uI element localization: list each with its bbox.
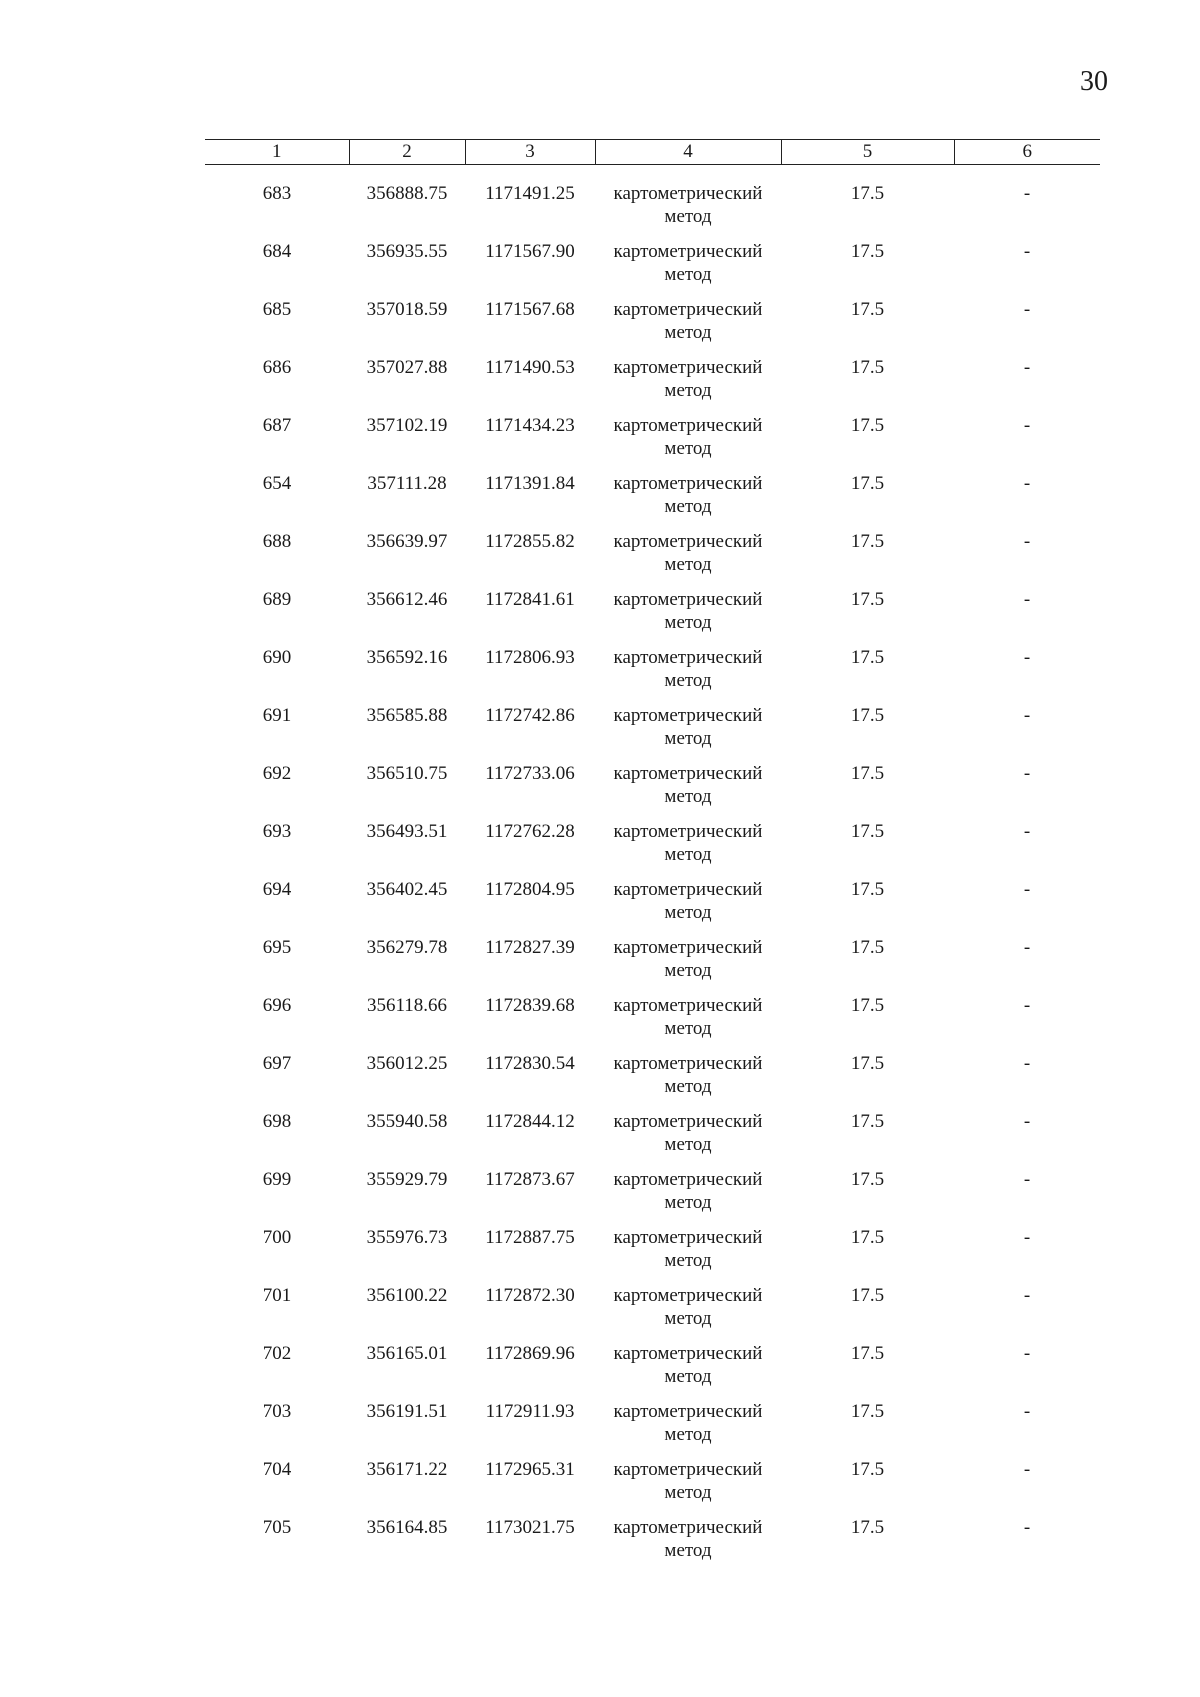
method-line-2: метод [664,1423,712,1445]
point-number-cell: 685 [262,298,292,320]
y-coordinate-cell: 1172742.86 [485,704,575,726]
x-coordinate-cell: 357018.59 [366,298,448,320]
method-line-1: картометрический [613,1168,763,1190]
table-body [205,165,1100,1574]
note-cell: - [1023,820,1031,842]
method-cell [595,646,781,704]
note-cell: - [1023,704,1031,726]
point-number-cell: 654 [262,472,292,494]
x-coordinate-cell: 356510.75 [366,762,448,784]
note-cell: - [1023,183,1031,204]
method-cell [595,1110,781,1168]
note-cell: - [1023,1110,1031,1132]
point-number-cell: 693 [262,820,292,842]
note-cell: - [1023,1226,1031,1248]
x-coordinate-cell: 357102.19 [366,414,448,436]
column-header-5: 5 [781,140,954,165]
method-line-2: метод [664,1481,712,1503]
method-line-1: картометрический [613,1400,763,1422]
accuracy-cell: 17.5 [850,1458,885,1480]
point-number-cell: 698 [262,1110,292,1132]
accuracy-cell: 17.5 [850,994,885,1016]
table-row [205,994,1100,1052]
table-row [205,704,1100,762]
table-row [205,936,1100,994]
column-header-3: 3 [465,140,595,165]
accuracy-cell: 17.5 [850,356,885,378]
note-cell: - [1023,240,1031,262]
table-row [205,356,1100,414]
note-cell: - [1023,1400,1031,1422]
x-coordinate-cell: 356279.78 [366,936,448,958]
method-line-1: картометрический [613,936,763,958]
table-row [205,1458,1100,1516]
table-row [205,240,1100,298]
x-coordinate-cell: 355929.79 [366,1168,448,1190]
note-cell: - [1023,356,1031,378]
method-line-2: метод [664,206,712,227]
note-cell: - [1023,762,1031,784]
y-coordinate-cell: 1171567.90 [485,240,575,262]
method-line-2: метод [664,785,712,807]
accuracy-cell: 17.5 [850,1342,885,1364]
point-number-cell: 692 [262,762,292,784]
table-row [205,1168,1100,1226]
method-cell [595,704,781,762]
method-line-2: метод [664,553,712,575]
y-coordinate-cell: 1172806.93 [485,646,575,668]
method-line-1: картометрический [613,1052,763,1074]
x-coordinate-cell: 357111.28 [367,472,447,494]
accuracy-cell: 17.5 [850,1284,885,1306]
y-coordinate-cell: 1172830.54 [485,1052,575,1074]
method-line-1: картометрический [613,1110,763,1132]
table-row [205,588,1100,646]
method-line-1: картометрический [613,704,763,726]
method-line-1: картометрический [613,646,763,668]
note-cell: - [1023,936,1031,958]
table-row [205,1226,1100,1284]
method-line-2: метод [664,843,712,865]
accuracy-cell: 17.5 [850,1168,885,1190]
table-row [205,414,1100,472]
table-row [205,1400,1100,1458]
method-cell [595,356,781,414]
method-line-1: картометрический [613,356,763,378]
note-cell: - [1023,530,1031,552]
method-line-1: картометрический [613,588,763,610]
table-row [205,530,1100,588]
accuracy-cell: 17.5 [850,1052,885,1074]
method-cell [595,1052,781,1110]
y-coordinate-cell: 1171567.68 [485,298,575,320]
method-line-2: метод [664,263,712,285]
point-number-cell: 695 [262,936,292,958]
accuracy-cell: 17.5 [850,936,885,958]
point-number-cell: 686 [262,356,292,378]
accuracy-cell: 17.5 [850,472,885,494]
y-coordinate-cell: 1172911.93 [485,1400,575,1422]
accuracy-cell: 17.5 [850,646,885,668]
accuracy-cell: 17.5 [850,704,885,726]
method-cell [595,1168,781,1226]
coordinates-table [205,139,1100,1574]
accuracy-cell: 17.5 [850,878,885,900]
table-row [205,646,1100,704]
point-number-cell: 696 [262,994,292,1016]
accuracy-cell: 17.5 [850,530,885,552]
note-cell: - [1023,1284,1031,1306]
point-number-cell: 687 [262,414,292,436]
accuracy-cell: 17.5 [850,240,885,262]
method-cell [595,165,781,240]
method-line-2: метод [664,959,712,981]
table-row [205,1342,1100,1400]
method-line-2: метод [664,669,712,691]
x-coordinate-cell: 356639.97 [366,530,448,552]
method-line-2: метод [664,611,712,633]
method-line-2: метод [664,495,712,517]
x-coordinate-cell: 356164.85 [366,1516,448,1538]
page-number: 30 [1080,66,1108,97]
note-cell: - [1023,1052,1031,1074]
point-number-cell: 688 [262,530,292,552]
method-line-1: картометрический [613,762,763,784]
x-coordinate-cell: 356191.51 [366,1400,448,1422]
method-line-2: метод [664,379,712,401]
method-line-2: метод [664,727,712,749]
method-line-1: картометрический [613,994,763,1016]
note-cell: - [1023,472,1031,494]
method-cell [595,530,781,588]
x-coordinate-cell: 356118.66 [366,994,448,1016]
note-cell: - [1023,1458,1031,1480]
point-number-cell: 697 [262,1052,292,1074]
x-coordinate-cell: 356585.88 [366,704,448,726]
y-coordinate-cell: 1172872.30 [485,1284,575,1306]
accuracy-cell: 17.5 [850,183,885,204]
method-line-2: метод [664,1539,712,1561]
x-coordinate-cell: 356592.16 [366,646,448,668]
method-line-1: картометрический [613,183,763,204]
accuracy-cell: 17.5 [850,1516,885,1538]
method-line-2: метод [664,1191,712,1213]
method-line-1: картометрический [613,1342,763,1364]
y-coordinate-cell: 1172839.68 [485,994,575,1016]
y-coordinate-cell: 1172827.39 [485,936,575,958]
note-cell: - [1023,1516,1031,1538]
table-row [205,762,1100,820]
method-cell [595,1284,781,1342]
column-header-1: 1 [205,140,349,165]
method-line-1: картометрический [613,1458,763,1480]
method-line-2: метод [664,1365,712,1387]
point-number-cell: 690 [262,646,292,668]
method-line-1: картометрический [613,530,763,552]
y-coordinate-cell: 1171434.23 [485,414,575,436]
x-coordinate-cell: 356888.75 [366,183,448,204]
accuracy-cell: 17.5 [850,414,885,436]
method-cell [595,240,781,298]
method-line-2: метод [664,437,712,459]
method-line-2: метод [664,321,712,343]
y-coordinate-cell: 1172965.31 [485,1458,575,1480]
note-cell: - [1023,298,1031,320]
point-number-cell: 689 [262,588,292,610]
table-row [205,1110,1100,1168]
y-coordinate-cell: 1171391.84 [485,472,575,494]
point-number-cell: 699 [262,1168,292,1190]
table-row [205,820,1100,878]
y-coordinate-cell: 1172804.95 [485,878,575,900]
note-cell: - [1023,1342,1031,1364]
table-row [205,1284,1100,1342]
method-line-2: метод [664,1075,712,1097]
point-number-cell: 691 [262,704,292,726]
x-coordinate-cell: 355940.58 [366,1110,448,1132]
point-number-cell: 703 [262,1400,292,1422]
method-cell [595,1516,781,1574]
note-cell: - [1023,414,1031,436]
method-line-1: картометрический [613,820,763,842]
method-line-2: метод [664,1017,712,1039]
y-coordinate-cell: 1172841.61 [485,588,575,610]
method-cell [595,1226,781,1284]
x-coordinate-cell: 357027.88 [366,356,448,378]
table-row [205,878,1100,936]
x-coordinate-cell: 356612.46 [366,588,448,610]
table-header [205,140,1100,165]
method-cell [595,878,781,936]
accuracy-cell: 17.5 [850,1400,885,1422]
method-cell [595,298,781,356]
x-coordinate-cell: 356171.22 [366,1458,448,1480]
point-number-cell: 704 [262,1458,292,1480]
x-coordinate-cell: 356165.01 [366,1342,448,1364]
point-number-cell: 684 [262,240,292,262]
point-number-cell: 683 [262,183,292,204]
point-number-cell: 700 [262,1226,292,1248]
method-line-1: картометрический [613,240,763,262]
accuracy-cell: 17.5 [850,588,885,610]
x-coordinate-cell: 356402.45 [366,878,448,900]
column-header-4: 4 [595,140,781,165]
method-cell [595,1400,781,1458]
method-line-2: метод [664,1133,712,1155]
accuracy-cell: 17.5 [850,298,885,320]
method-cell [595,936,781,994]
method-line-1: картометрический [613,472,763,494]
point-number-cell: 705 [262,1516,292,1538]
y-coordinate-cell: 1171490.53 [485,356,575,378]
y-coordinate-cell: 1172869.96 [485,1342,575,1364]
x-coordinate-cell: 355976.73 [366,1226,448,1248]
y-coordinate-cell: 1172873.67 [485,1168,575,1190]
method-cell [595,820,781,878]
method-line-1: картометрический [613,1284,763,1306]
method-cell [595,994,781,1052]
method-line-2: метод [664,1249,712,1271]
note-cell: - [1023,646,1031,668]
method-line-1: картометрический [613,414,763,436]
note-cell: - [1023,588,1031,610]
method-line-1: картометрический [613,878,763,900]
column-header-2: 2 [349,140,465,165]
x-coordinate-cell: 356100.22 [366,1284,448,1306]
method-cell [595,1342,781,1400]
y-coordinate-cell: 1173021.75 [485,1516,575,1538]
note-cell: - [1023,1168,1031,1190]
method-cell [595,472,781,530]
x-coordinate-cell: 356012.25 [366,1052,448,1074]
table-row [205,1516,1100,1574]
accuracy-cell: 17.5 [850,762,885,784]
method-line-2: метод [664,1307,712,1329]
point-number-cell: 701 [262,1284,292,1306]
point-number-cell: 694 [262,878,292,900]
y-coordinate-cell: 1172855.82 [485,530,575,552]
note-cell: - [1023,994,1031,1016]
y-coordinate-cell: 1172733.06 [485,762,575,784]
y-coordinate-cell: 1172844.12 [485,1110,575,1132]
table-row [205,1052,1100,1110]
method-line-1: картометрический [613,1516,763,1538]
method-cell [595,762,781,820]
point-number-cell: 702 [262,1342,292,1364]
y-coordinate-cell: 1172887.75 [485,1226,575,1248]
method-cell [595,588,781,646]
table-row [205,165,1100,240]
column-header-6: 6 [954,140,1100,165]
accuracy-cell: 17.5 [850,1226,885,1248]
method-line-1: картометрический [613,298,763,320]
y-coordinate-cell: 1171491.25 [485,183,575,204]
method-line-2: метод [664,901,712,923]
method-cell [595,1458,781,1516]
note-cell: - [1023,878,1031,900]
method-line-1: картометрический [613,1226,763,1248]
method-cell [595,414,781,472]
y-coordinate-cell: 1172762.28 [485,820,575,842]
accuracy-cell: 17.5 [850,820,885,842]
table-row [205,298,1100,356]
x-coordinate-cell: 356935.55 [366,240,448,262]
table-row [205,472,1100,530]
accuracy-cell: 17.5 [850,1110,885,1132]
x-coordinate-cell: 356493.51 [366,820,448,842]
header-row [205,140,1100,165]
